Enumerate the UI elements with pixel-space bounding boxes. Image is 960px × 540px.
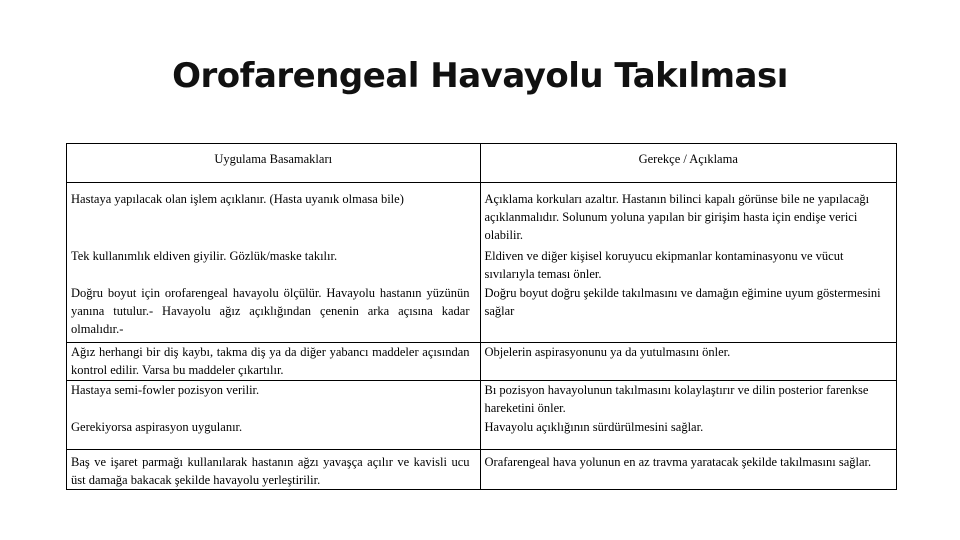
slide-title: Orofarengeal Havayolu Takılması — [172, 56, 788, 96]
table-row — [67, 380, 896, 418]
table-header-row — [67, 144, 896, 183]
table-row — [67, 284, 896, 342]
rationale-cell: Havayolu açıklığının sürdürülmesini sağlar. — [484, 420, 704, 434]
step-cell: Doğru boyut için orofarengeal havayolu ölçülür. Havayolu hastanın yüzünün yanına tutulur.- Havayolu ağız açıklığından çenenin arka açısına kadar olmalıdır.- — [67, 284, 480, 342]
table-row — [67, 342, 896, 380]
table-row — [67, 449, 896, 489]
step-cell: Hastaya yapılacak olan işlem açıklanır. (Hasta uyanık olmasa bile) — [67, 190, 480, 247]
table-row — [67, 190, 896, 247]
step-cell: Ağız herhangi bir diş kaybı, takma diş ya da diğer yabancı maddeler açısından kontrol edilir. Varsa bu maddeler çıkartılır. — [67, 342, 480, 380]
table-row — [67, 418, 896, 449]
rationale-cell: Orafarengeal hava yolunun en az travma yaratacak şekilde takılmasını sağlar. — [480, 449, 896, 489]
rationale-cell: Açıklama korkuları azaltır. Hastanın bilinci kapalı görünse bile ne yapılacağı açıklanmalıdır. Solunum yoluna yapılan bir girişim hasta için endişe verici olabilir. — [484, 192, 870, 242]
step-cell: Gerekiyorsa aspirasyon uygulanır. — [67, 418, 480, 449]
rationale-cell: Bı pozisyon havayolunun takılmasını kolaylaştırır ve dilin posterior farenkse hareketini önler. — [480, 380, 896, 418]
step-cell: Tek kullanımlık eldiven giyilir. Gözlük/maske takılır. — [67, 247, 480, 284]
step-cell: Hastaya semi-fowler pozisyon verilir. — [67, 380, 480, 418]
rationale-cell: Objelerin aspirasyonunu ya da yutulmasını önler. — [480, 342, 896, 380]
step-cell: Baş ve işaret parmağı kullanılarak hastanın ağzı yavaşça açılır ve kavisli ucu üst damağa bakacak şekilde havayolu yerleştirilir. — [67, 449, 480, 489]
table-row — [67, 247, 896, 284]
rationale-cell: Eldiven ve diğer kişisel koruyucu ekipmanlar kontaminasyonu ve vücut sıvılarıyla teması önler. — [484, 249, 844, 281]
column-header-steps: Uygulama Basamakları — [67, 144, 480, 183]
rationale-cell: Doğru boyut doğru şekilde takılmasını ve damağın eğimine uyum göstermesini sağlar — [484, 286, 881, 318]
column-header-rationale: Gerekçe / Açıklama — [480, 144, 896, 183]
procedure-table — [66, 143, 897, 490]
